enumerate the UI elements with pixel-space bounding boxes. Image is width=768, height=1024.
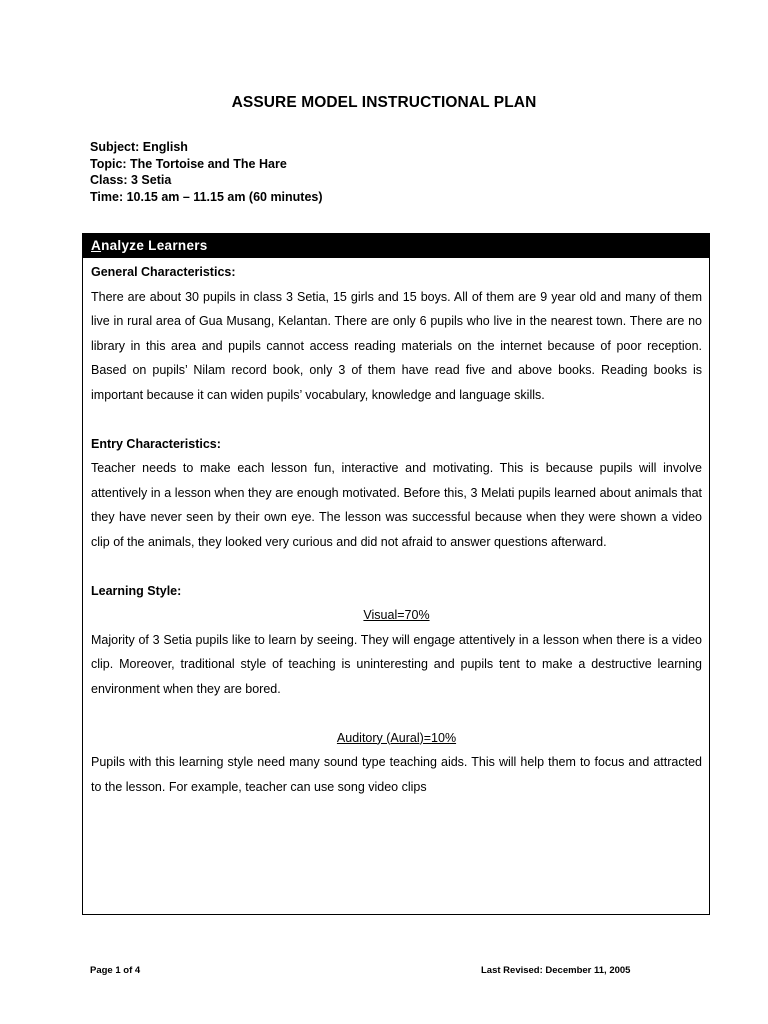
learning-style-heading: Learning Style: <box>91 583 182 598</box>
spacer <box>91 407 702 432</box>
page-number: Page 1 of 4 <box>90 965 141 976</box>
subject-line: Subject: English <box>90 140 188 154</box>
general-characteristics-text: There are about 30 pupils in class 3 Setia, 15 girls and 15 boys. All of them are 9 year old and many of them live in rural area of Gua Musang, Kelantan. There are only 6 pupils who live in the nearest town. There are no library in this area and pupils cannot access reading materials on the internet because of poor reception. Based on pupils’ Nilam record book, only 3 of them have read five and above books. Reading books is important because it can widen pupils’ vocabulary, knowledge and language skills. <box>91 289 702 402</box>
visual-style-label: Visual=70% <box>363 608 430 622</box>
entry-characteristics-text: Teacher needs to make each lesson fun, interactive and motivating. This is because pupils will involve attentively in a lesson when they are enough motivated. Before this, 3 Melati pupils learned about animals that they have never seen by their own eye. The lesson was successful because when they were shown a video clip of the animals, they looked very curious and did not afraid to answer questions afterward. <box>91 461 702 549</box>
entry-characteristics-heading: Entry Characteristics: <box>91 436 221 451</box>
analyze-learners-section <box>82 233 710 915</box>
section-header <box>83 234 709 258</box>
spacer <box>91 701 702 726</box>
section-header-title: nalyze Learners <box>101 238 208 253</box>
auditory-style-label: Auditory (Aural)=10% <box>336 730 457 745</box>
section-body <box>83 258 709 799</box>
document-title: ASSURE MODEL INSTRUCTIONAL PLAN <box>231 94 537 111</box>
time-line: Time: 10.15 am – 11.15 am (60 minutes) <box>90 189 323 204</box>
class-line: Class: 3 Setia <box>90 173 172 187</box>
lesson-details <box>90 139 323 205</box>
section-header-initial: A <box>91 238 102 253</box>
auditory-style-text: Pupils with this learning style need many sound type teaching aids. This will help them to focus and attracted to the lesson. For example, teacher can use song video clips <box>91 755 702 794</box>
visual-style-text: Majority of 3 Setia pupils like to learn by seeing. They will engage attentively in a lesson when there is a video clip. Moreover, traditional style of teaching is uninteresting and pupils tent to make a destructive learning environment when they are bored. <box>91 632 702 696</box>
general-characteristics-heading: General Characteristics: <box>91 265 236 279</box>
spacer <box>91 554 702 579</box>
last-revised: Last Revised: December 11, 2005 <box>481 965 631 976</box>
topic-line: Topic: The Tortoise and The Hare <box>90 156 287 171</box>
